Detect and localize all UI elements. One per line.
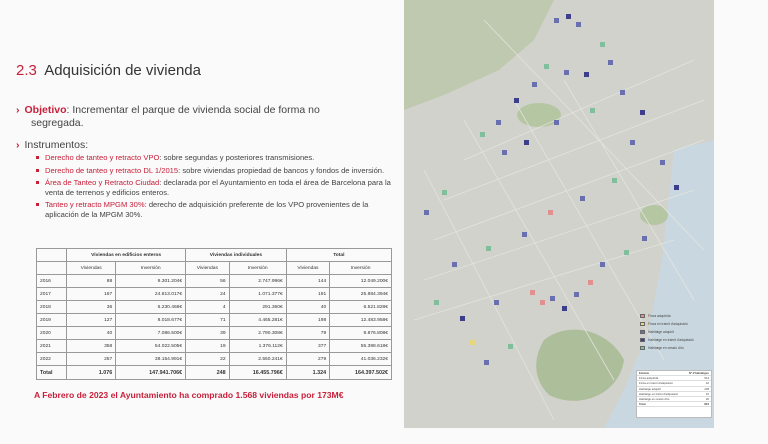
table-cell: 127 — [67, 314, 116, 327]
table-cell: 55.398.618€ — [330, 340, 392, 353]
map-graphic — [404, 0, 714, 428]
legend-label: Habitatge en cessió d'ús — [648, 346, 684, 350]
legend-swatch — [640, 322, 645, 326]
map-marker — [580, 196, 585, 201]
map-summary-value: 824 — [704, 402, 709, 407]
map-marker — [486, 246, 491, 251]
instrument-name: Tanteo y retracto MPGM 30% — [45, 200, 145, 210]
table-group-header: Total — [286, 249, 391, 262]
map-marker — [640, 110, 645, 115]
table-row — [37, 275, 392, 288]
instrument-description: : sobre segundas y posteriores transmisiones. — [159, 153, 315, 162]
instrument-description: : derecho de adquisición preferente de los VPO provenientes de la aplicación de la MPGM 30%. — [45, 200, 369, 219]
table-cell-year: 2019 — [37, 314, 67, 327]
legend-item — [640, 336, 710, 344]
map-summary-value: 238 — [704, 386, 709, 391]
map-marker — [496, 120, 501, 125]
map-summary-total — [637, 402, 711, 407]
table-cell: 79 — [286, 327, 329, 340]
map-marker — [642, 236, 647, 241]
instrument-item — [36, 200, 396, 219]
table-subheader-row — [37, 262, 392, 275]
instrument-name: Derecho de tanteo y retracto DL 1/2015 — [45, 165, 179, 175]
table-group-header: Viviendas individuales — [186, 249, 287, 262]
table-cell: 24.813.017€ — [116, 288, 186, 301]
table-cell: 9.301.204€ — [116, 275, 186, 288]
legend-item — [640, 328, 710, 336]
table-cell: 19 — [186, 340, 229, 353]
table-cell: 36 — [67, 301, 116, 314]
map-marker — [554, 18, 559, 23]
objective-text-continued: segregada. — [31, 117, 84, 129]
table-subheader: Viviendas — [67, 262, 116, 275]
table-cell: 291.360€ — [229, 301, 286, 314]
table-cell-year: 2022 — [37, 353, 67, 366]
map-marker — [630, 140, 635, 145]
table-row — [37, 288, 392, 301]
instruments-bullet — [16, 139, 88, 152]
map-summary-label: Habitatge en cessió d'ús — [639, 396, 670, 401]
instrument-item — [36, 166, 396, 176]
table-subheader: Viviendas — [286, 262, 329, 275]
table-header-empty — [37, 249, 67, 262]
table-cell: 12.049.200€ — [330, 275, 392, 288]
table-row — [37, 353, 392, 366]
table-cell-total-label: Total — [37, 366, 67, 380]
map-summary-label: Finca en tràmit d'adquisició — [639, 381, 673, 386]
map-marker — [530, 290, 535, 295]
map-marker — [424, 210, 429, 215]
map-marker — [524, 140, 529, 145]
table-cell: 248 — [186, 366, 229, 380]
map-marker — [660, 160, 665, 165]
map-marker — [562, 306, 567, 311]
map-marker — [550, 296, 555, 301]
table-cell: 358 — [67, 340, 116, 353]
map-marker — [442, 190, 447, 195]
table-row — [37, 314, 392, 327]
table-subheader: Inversión — [229, 262, 286, 275]
table-cell: 54.022.505€ — [116, 340, 186, 353]
table-cell: 1.376.112€ — [229, 340, 286, 353]
table-row — [37, 301, 392, 314]
acquisitions-table-container — [36, 248, 392, 380]
map-marker — [600, 42, 605, 47]
map-marker — [532, 82, 537, 87]
map-marker — [674, 185, 679, 190]
acquisitions-table — [36, 248, 392, 380]
map-marker — [564, 70, 569, 75]
map-marker — [540, 300, 545, 305]
map-marker — [590, 108, 595, 113]
table-total-row — [37, 366, 392, 380]
map-marker — [612, 178, 617, 183]
table-cell: 191 — [286, 288, 329, 301]
table-cell: 1.071.377€ — [229, 288, 286, 301]
map-legend — [640, 312, 710, 352]
legend-swatch — [640, 346, 645, 350]
map-marker — [484, 360, 489, 365]
table-cell: 257 — [67, 353, 116, 366]
table-cell: 41.036.232€ — [330, 353, 392, 366]
table-cell: 40 — [67, 327, 116, 340]
table-row — [37, 327, 392, 340]
table-subheader: Viviendas — [186, 262, 229, 275]
summary-footnote: A Febrero de 2023 el Ayuntamiento ha comprado 1.568 viviendas por 173M€ — [34, 390, 344, 400]
map-marker — [508, 344, 513, 349]
table-cell-year: 2017 — [37, 288, 67, 301]
square-bullet-icon — [36, 156, 39, 159]
map-marker — [576, 22, 581, 27]
table-row — [37, 340, 392, 353]
map-marker — [514, 98, 519, 103]
instrument-item — [36, 178, 396, 197]
map-marker — [544, 64, 549, 69]
table-group-header: Viviendas en edificios enteros — [67, 249, 186, 262]
table-cell: 2.790.308€ — [229, 327, 286, 340]
instrument-description: : sobre viviendas propiedad de bancos y fondos de inversión. — [178, 165, 385, 175]
table-cell-year: 2018 — [37, 301, 67, 314]
map-marker — [574, 292, 579, 297]
table-cell: 39 — [186, 327, 229, 340]
instrument-name: Derecho de tanteo y retracto VPO — [45, 153, 160, 162]
map-summary-label: Habitatge adquirit — [639, 386, 661, 391]
table-cell: 7.086.500€ — [116, 327, 186, 340]
map-summary-label: Estatus — [639, 371, 650, 375]
table-cell: 16.455.796€ — [229, 366, 286, 380]
legend-swatch — [640, 314, 645, 318]
map-marker — [522, 232, 527, 237]
table-cell: 1.324 — [286, 366, 329, 380]
slide-title-text: Adquisición de vivienda — [44, 62, 201, 79]
legend-label: Habitatge en trámit d'adquisició — [648, 338, 694, 342]
map-marker — [566, 14, 571, 19]
table-cell: 2.747.996€ — [229, 275, 286, 288]
square-bullet-icon — [36, 169, 39, 172]
table-cell: 6.230.468€ — [116, 301, 186, 314]
objective-bullet — [16, 104, 396, 130]
legend-label: Finca en trámit d'adquisició — [648, 322, 688, 326]
legend-swatch — [640, 330, 645, 334]
legend-item — [640, 312, 710, 320]
map-summary-label: Total — [639, 402, 646, 407]
map-summary-label: Finca adquirida — [639, 376, 659, 381]
map-marker — [620, 90, 625, 95]
map-marker — [548, 210, 553, 215]
instruments-list — [36, 153, 396, 223]
table-cell-year: 2020 — [37, 327, 67, 340]
legend-swatch — [640, 338, 645, 342]
table-body — [37, 275, 392, 380]
table-group-header-row — [37, 249, 392, 262]
table-cell: 147.941.706€ — [116, 366, 186, 380]
table-cell-year: 2016 — [37, 275, 67, 288]
map-marker — [624, 250, 629, 255]
map-summary-value: Nº d'habitatges — [688, 371, 709, 375]
table-header-empty — [37, 262, 67, 275]
table-cell: 164.397.502€ — [330, 366, 392, 380]
table-cell: 71 — [186, 314, 229, 327]
map-marker — [554, 120, 559, 125]
map-summary-label: Habitatge en tràmit d'adquisició — [639, 391, 678, 396]
chevron-right-icon: › — [16, 139, 20, 151]
instruments-label: Instrumentos: — [24, 139, 89, 151]
barcelona-map — [404, 0, 714, 428]
legend-item — [640, 320, 710, 328]
table-cell: 4 — [186, 301, 229, 314]
table-cell: 38.154.991€ — [116, 353, 186, 366]
map-marker — [608, 60, 613, 65]
table-cell: 1.076 — [67, 366, 116, 380]
section-number: 2.3 — [16, 62, 37, 79]
map-summary-value: 10 — [705, 391, 709, 396]
table-cell: 40 — [286, 301, 329, 314]
map-summary-value: 20 — [705, 396, 709, 401]
table-cell: 56 — [186, 275, 229, 288]
map-summary-value: 42 — [705, 381, 709, 386]
table-cell: 12.483.958€ — [330, 314, 392, 327]
table-cell: 2.550.241€ — [229, 353, 286, 366]
table-cell: 24 — [186, 288, 229, 301]
legend-label: Habitatge adquirit — [648, 330, 674, 334]
table-cell: 279 — [286, 353, 329, 366]
table-cell: 9.876.808€ — [330, 327, 392, 340]
square-bullet-icon — [36, 203, 39, 206]
square-bullet-icon — [36, 181, 39, 184]
map-marker — [480, 132, 485, 137]
instrument-item — [36, 153, 396, 163]
table-subheader: Inversión — [330, 262, 392, 275]
instrument-description: : declarada por el Ayuntamiento en toda el área de Barcelona para la venta de terrenos y edificios enteros. — [45, 178, 391, 197]
table-cell: 4.465.281€ — [229, 314, 286, 327]
legend-label: Finca adquirida — [648, 314, 671, 318]
map-marker — [470, 340, 475, 345]
table-cell: 144 — [286, 275, 329, 288]
table-cell: 88 — [67, 275, 116, 288]
table-subheader: Inversión — [116, 262, 186, 275]
map-summary-value: 514 — [704, 376, 709, 381]
map-marker — [502, 150, 507, 155]
map-summary-table — [636, 370, 712, 418]
slide-title — [16, 62, 201, 79]
table-cell: 22 — [186, 353, 229, 366]
table-cell: 377 — [286, 340, 329, 353]
table-cell: 8.018.677€ — [116, 314, 186, 327]
map-marker — [600, 262, 605, 267]
table-cell: 6.521.828€ — [330, 301, 392, 314]
legend-item — [640, 344, 710, 352]
instrument-name: Área de Tanteo y Retracto Ciudad — [45, 178, 160, 188]
map-marker — [452, 262, 457, 267]
table-cell: 167 — [67, 288, 116, 301]
map-marker — [494, 300, 499, 305]
table-cell: 25.884.394€ — [330, 288, 392, 301]
map-marker — [434, 300, 439, 305]
map-marker — [460, 316, 465, 321]
table-cell: 198 — [286, 314, 329, 327]
objective-label: Objetivo — [24, 104, 67, 116]
objective-text: : Incrementar el parque de vivienda social de forma no — [66, 104, 320, 116]
map-marker — [588, 280, 593, 285]
table-cell-year: 2021 — [37, 340, 67, 353]
map-marker — [584, 72, 589, 77]
chevron-right-icon: › — [16, 104, 20, 116]
